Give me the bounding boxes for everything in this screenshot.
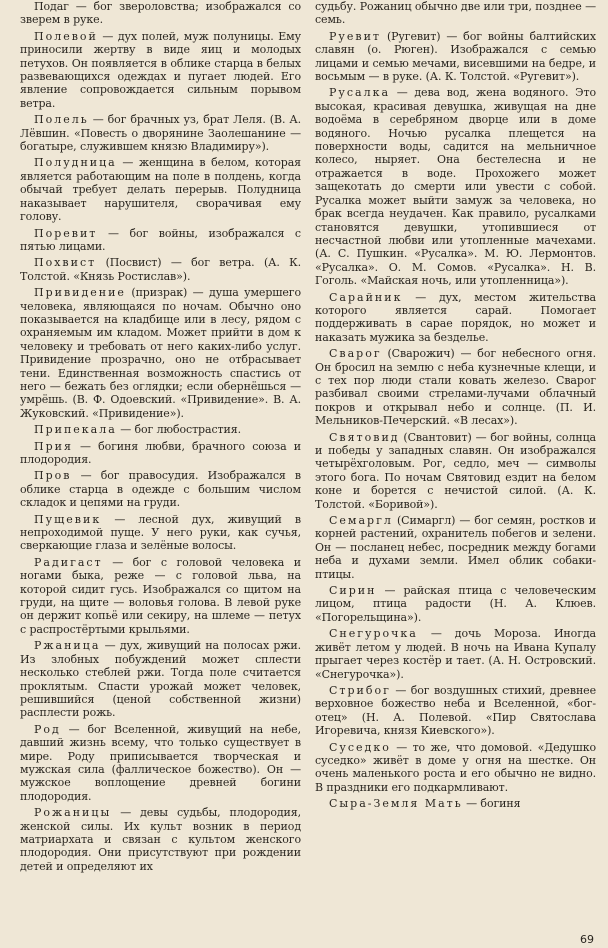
entry-text: — бог любострастия.: [116, 423, 241, 437]
entry-text: — райская птица с человеческим лицом, птица радости (Н. А. Клюев. «Погорельщина»).: [315, 584, 596, 624]
dictionary-entry: [20, 723, 301, 803]
dictionary-entry: [20, 513, 301, 553]
entry-text: — дух, местом жительства которого является сарай. Помогает поддерживать в сарае порядок, но может и наказать мужика за безделье.: [315, 290, 596, 344]
dictionary-entry: [315, 627, 596, 681]
dictionary-entry: [20, 806, 301, 873]
entry-term: Пров: [34, 469, 72, 483]
dictionary-entry: [315, 0, 596, 27]
entry-text: (Свантовит) — бог войны, солнца и победы у западных славян. Он изображался четырёхголовым. Рог, седло, меч — символы этого бога. По ночам Святовид ездит на белом коне и борется с нечистой силой. (А. К. Толстой. «Боривой»).: [315, 430, 596, 511]
dictionary-entry: [20, 639, 301, 719]
entry-text: (призрак) — душа умершего человека, являющаяся по ночам. Обычно оно показывается на кладбище или в лесу, рядом с охраняемым им кладом. Может прийти в дом к человеку и требовать от него каких-либо услуг. Привидение прозрачно, оно не отбрасывает тени. Единственная возможность спастись от него — бежать без оглядки; если обернёшься — умрёшь. (В. Ф. Одоевский. «Привидение». В. А. Жуковский. «Привидение»).: [20, 286, 301, 420]
entry-term: Снегурочка: [329, 627, 418, 641]
entry-term: Полудница: [34, 156, 117, 170]
entry-term: Пущевик: [34, 512, 102, 526]
entry-term: Стрибог: [329, 683, 391, 697]
entry-term: Сарайник: [329, 290, 403, 304]
entry-text: — дух полей, муж полуницы. Ему приносили жертву в виде яиц и молодых петухов. Он появляется в облике старца в белых развевающихся одеждах и пугает людей. Его явление сопровождается сильным порывом ветра.: [20, 29, 301, 110]
entry-term: Русалка: [329, 86, 391, 100]
dictionary-entry: [315, 347, 596, 427]
entry-text: — лесной дух, живущий в непроходимой пуще. У него руки, как сучья, сверкающие глаза и зелёные волосы.: [20, 512, 301, 553]
dictionary-entry: [20, 469, 301, 509]
dictionary-entry: [20, 0, 301, 27]
entry-term: Полель: [34, 113, 89, 127]
right-column: [315, 0, 596, 930]
dictionary-entry: [20, 227, 301, 254]
entry-term: Поревит: [34, 226, 98, 240]
dictionary-entry: [20, 113, 301, 153]
entry-term: Семаргл: [329, 514, 393, 528]
entry-text: — женщина в белом, которая является работающим на поле в полдень, когда обычай требует делать перерыв. Полудница наказывает нарушителя, сворачивая ему голову.: [20, 156, 301, 224]
page-number: 69: [580, 933, 594, 946]
dictionary-entry: [20, 286, 301, 420]
dictionary-entry: [20, 30, 301, 110]
dictionary-entry: [20, 556, 301, 636]
entry-term: Сварог: [329, 347, 382, 361]
entry-term: Радигаст: [34, 555, 103, 569]
dictionary-entry: [20, 156, 301, 223]
entry-text: — богиня: [462, 797, 521, 811]
dictionary-entry: [20, 423, 301, 436]
entry-text: — дух, живущий на полосах ржи. Из злобных побуждений может сплести несколько стеблей ржи. Тогда поле считается проклятым. Спасти урожай может человек, решившийся (ценой собственной жизни) расплести рожь.: [20, 639, 301, 720]
entry-text: (Сварожич) — бог небесного огня. Он бросил на землю с неба кузнечные клещи, и с тех пор люди стали ковать железо. Сварог разбивал своими стрелами-лучами облачный покров и открывал небо и солнце. (П. И. Мельников-Печерский. «В лесах»).: [315, 347, 596, 428]
entry-text: Подаг — бог звероловства; изображался со зверем в руке.: [20, 0, 301, 27]
left-column: [20, 0, 301, 930]
entry-text: — девы судьбы, плодородия, женской силы. Их культ возник в период матриархата и связан с культом женского плодородия. Они присутствуют при рождении детей и определяют их: [20, 806, 301, 873]
entry-term: Святовид: [329, 430, 400, 444]
dictionary-entry: [315, 30, 596, 84]
entry-term: Сыра-Земля Мать: [329, 797, 463, 811]
entry-text: (Симаргл) — бог семян, ростков и корней растений, охранитель побегов и зелени. Он — посланец небес, посредник между богами неба и духами земли. Имел облик собаки-птицы.: [315, 514, 596, 581]
dictionary-entry: [315, 291, 596, 345]
entry-term: Привидение: [34, 286, 126, 300]
dictionary-entry: [315, 584, 596, 624]
entry-text: — бог с головой человека и ногами быка, реже — с головой льва, на которой сидит гусь. Изображался со щитом на груди, на щите — воловья голова. В левой руке он держит копьё или секиру, на шлеме — петух с распростёртыми крыльями.: [20, 555, 301, 636]
entry-term: Род: [34, 722, 61, 736]
entry-term: Прия: [34, 439, 73, 453]
entry-term: Припекала: [34, 423, 117, 437]
dictionary-entry: [20, 256, 301, 283]
entry-text: (Посвист) — бог ветра. (А. К. Толстой. «Князь Ростислав»).: [20, 256, 301, 283]
entry-text: — богиня любви, брачного союза и плодородия.: [20, 439, 301, 466]
dictionary-entry: [315, 514, 596, 581]
entry-term: Полевой: [34, 29, 98, 43]
entry-text: — бог Вселенной, живущий на небе, давший жизнь всему, что только существует в мире. Роду приписывается творческая и мужская сила (фаллическое божество). Он — мужское воплощение древней богини плодородия.: [20, 722, 301, 803]
entry-term: Руевит: [329, 29, 381, 43]
dictionary-entry: [315, 797, 596, 810]
entry-text: — бог брачных уз, брат Леля. (В. А. Лёвшин. «Повесть о дворянине Заолешанине — богатыре, служившем князю Владимиру»).: [20, 113, 301, 154]
dictionary-entry: [315, 431, 596, 511]
dictionary-entry: [315, 684, 596, 738]
entry-term: Похвист: [34, 256, 97, 270]
entry-text: — дочь Мороза. Иногда живёт летом у людей. В ночь на Ивана Купалу прыгает через костёр и тает. (А. Н. Островский. «Снегурочка»).: [315, 627, 596, 681]
entry-term: Сирин: [329, 584, 377, 598]
entry-text: — бог войны, изображался с пятью лицами.: [20, 226, 301, 253]
entry-text: судьбу. Рожаниц обычно две или три, позднее — семь.: [315, 0, 596, 27]
entry-text: (Ругевит) — бог войны балтийских славян (о. Рюген). Изображался с семью лицами и семью мечами, висевшими на бедре, и восьмым — в руке. (А. К. Толстой. «Ругевит»).: [315, 29, 596, 84]
entry-term: Рожаницы: [34, 806, 112, 820]
entry-term: Ржаница: [34, 639, 101, 653]
entry-text: — то же, что домовой. «Дедушко суседко» живёт в доме у огня на шестке. Он очень маленького роста и его обычно не видно. В праздники его подкармливают.: [315, 740, 596, 794]
entry-text: — бог воздушных стихий, древнее верховное божество неба и Вселенной, «бог-отец» (Н. А. Полевой. «Пир Святослава Игоревича, князя Киевского»).: [315, 683, 596, 738]
dictionary-entry: [315, 741, 596, 795]
dictionary-entry: [20, 440, 301, 467]
entry-text: — дева вод, жена водяного. Это высокая, красивая девушка, живущая на дне водоёма в серебряном дворце или в доме водяного. Ночью русалка плещется на поверхности воды, садится на мельничное колесо, ныряет. Она бестелесна и не отражается в воде. Прохожего может защекотать до смерти или увести с собой. Русалка может выйти замуж за человека, но брак всегда неудачен. Как правило, русалками становятся девушки, утопившиеся от несчастной любви или утопленные мачехами. (А. С. Пушкин. «Русалка». М. Ю. Лермонтов. «Русалка». О. М. Сомов. «Русалка». Н. В. Гоголь. «Майская ночь, или утопленница»).: [315, 86, 596, 288]
dictionary-entry: [315, 86, 596, 287]
entry-text: — бог правосудия. Изображался в облике старца в одежде с большим числом складок и цепями на груди.: [20, 469, 301, 510]
entry-term: Суседко: [329, 740, 391, 754]
